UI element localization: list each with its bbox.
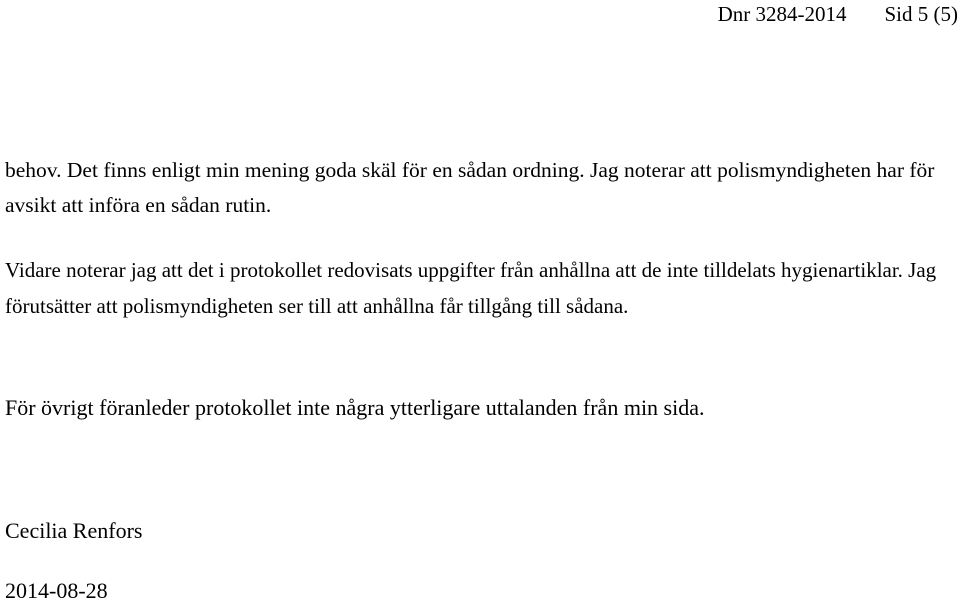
paragraph-1: behov. Det finns enligt min mening goda skäl för en sådan ordning. Jag noterar att polismyndigheten har för avsikt att införa en sådan rutin. [5, 158, 935, 217]
paragraph-3: För övrigt föranleder protokollet inte några ytterligare uttalanden från min sida. [5, 395, 705, 420]
signature-date: 2014-08-28 [5, 578, 108, 603]
paragraph-2: Vidare noterar jag att det i protokollet redovisats uppgifter från anhållna att de inte tilldelats hygienartiklar. Jag förutsätter att polismyndigheten ser till att anhållna får tillgång till sådana. [5, 258, 937, 318]
page-header [718, 2, 958, 26]
page-number: Sid 5 (5) [884, 2, 958, 26]
case-number: Dnr 3284-2014 [717, 2, 847, 26]
signature-name: Cecilia Renfors [5, 518, 143, 543]
